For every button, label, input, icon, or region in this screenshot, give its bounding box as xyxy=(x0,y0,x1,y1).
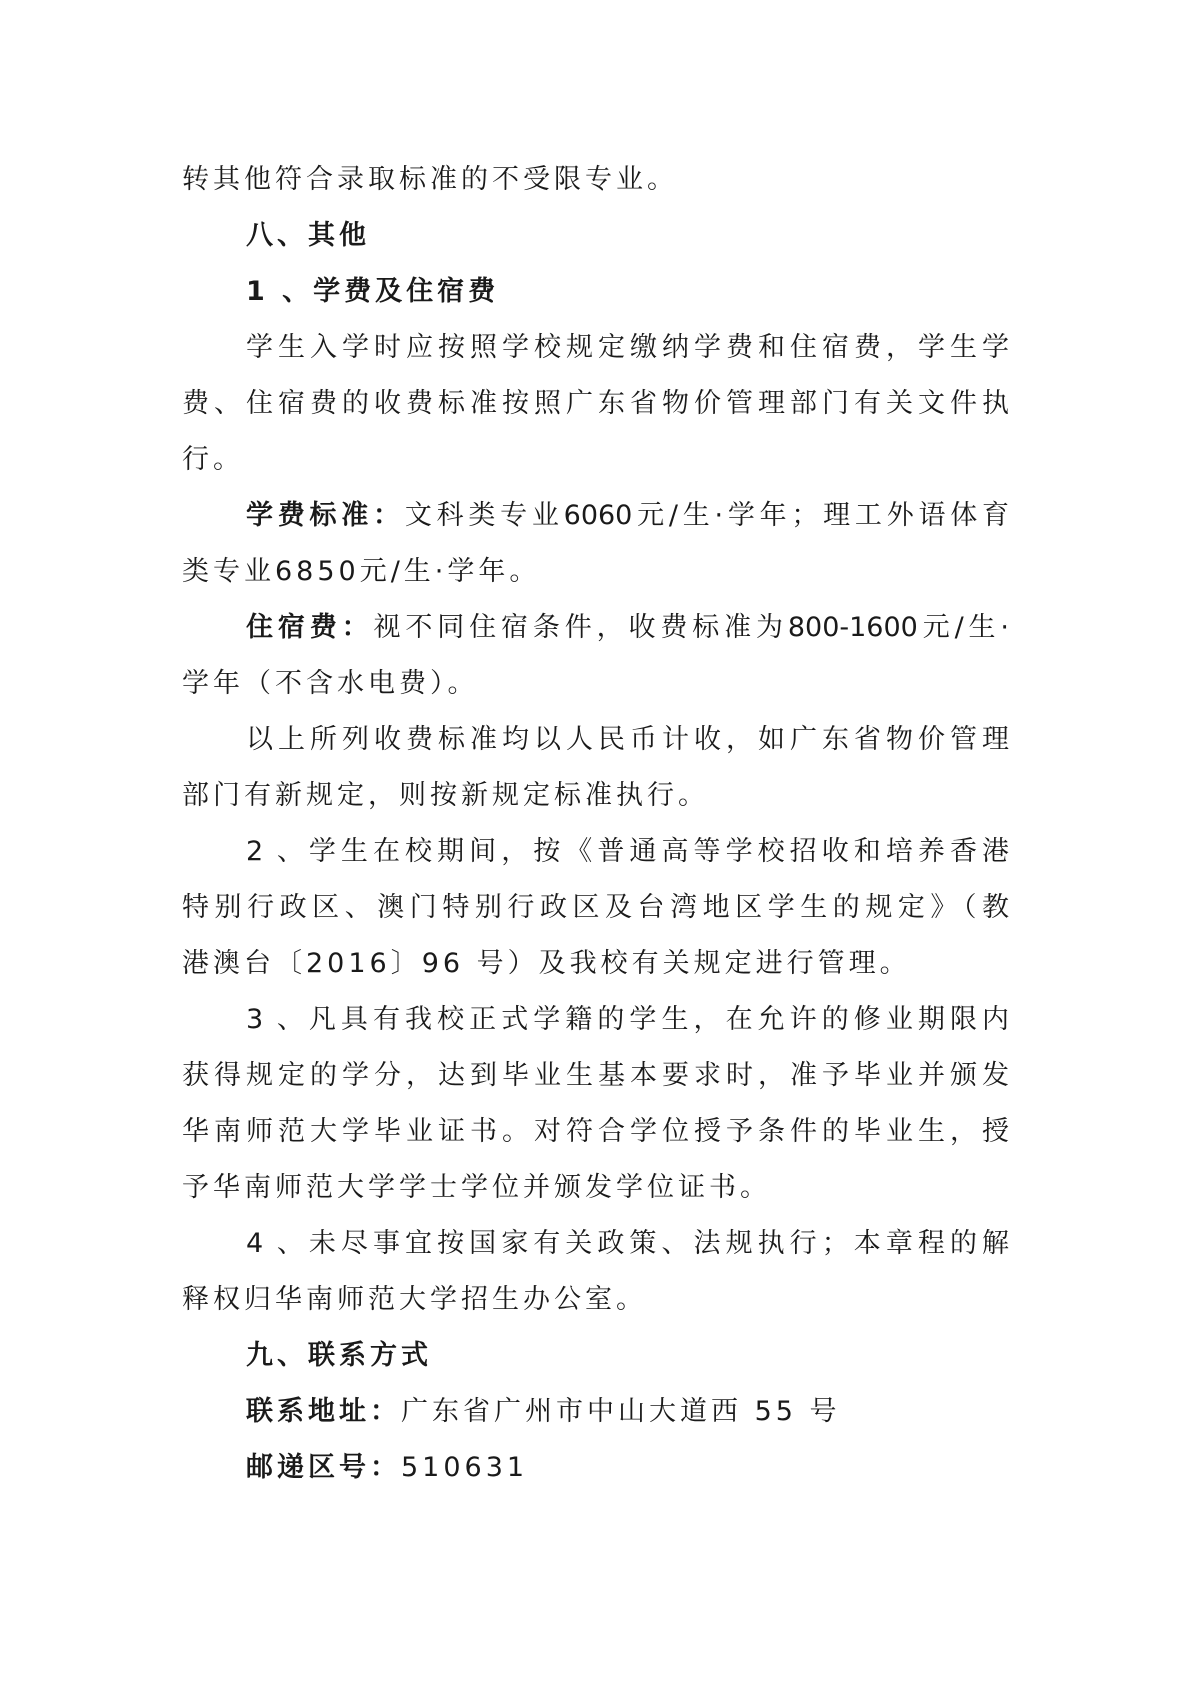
text-line xyxy=(182,1160,1009,1216)
text-line xyxy=(182,656,1009,712)
text-segment: 特别行政区、澳门特别行政区及台湾地区学生的规定》（教 xyxy=(182,892,1009,923)
text-line xyxy=(182,264,1009,320)
text-line xyxy=(182,1216,1009,1272)
text-segment: 类专业6850元/生·学年。 xyxy=(182,556,541,587)
text-segment: 2 、学生在校期间，按《普通高等学校招收和培养香港 xyxy=(246,836,1009,867)
bold-label: 联系地址： xyxy=(246,1396,401,1427)
bold-label: 九、联系方式 xyxy=(246,1340,432,1371)
text-line xyxy=(182,1328,1009,1384)
bold-label: 邮递区号： xyxy=(246,1452,401,1483)
bold-label: 八、其他 xyxy=(246,220,370,251)
text-segment: 学年（不含水电费）。 xyxy=(182,668,479,699)
text-segment: 释权归华南师范大学招生办公室。 xyxy=(182,1284,647,1315)
bold-label: 1 、学费及住宿费 xyxy=(246,276,500,307)
text-line xyxy=(182,712,1009,768)
text-segment: 行。 xyxy=(182,444,244,475)
text-line xyxy=(182,320,1009,376)
text-line xyxy=(182,824,1009,880)
text-segment: 文科类专业6060元/生·学年；理工外语体育 xyxy=(404,500,1009,531)
text-line xyxy=(182,208,1009,264)
text-segment: 获得规定的学分，达到毕业生基本要求时，准予毕业并颁发 xyxy=(182,1060,1009,1091)
text-segment: 华南师范大学毕业证书。对符合学位授予条件的毕业生，授 xyxy=(182,1116,1009,1147)
text-segment: 予华南师范大学学士学位并颁发学位证书。 xyxy=(182,1172,771,1203)
text-line xyxy=(182,488,1009,544)
text-line xyxy=(182,992,1009,1048)
bold-label: 住宿费： xyxy=(246,612,374,643)
text-line xyxy=(182,152,1009,208)
text-line xyxy=(182,376,1009,432)
text-segment: 以上所列收费标准均以人民币计收，如广东省物价管理 xyxy=(246,724,1009,755)
text-segment: 4 、未尽事宜按国家有关政策、法规执行；本章程的解 xyxy=(246,1228,1009,1259)
text-segment: 视不同住宿条件，收费标准为800-1600元/生· xyxy=(373,612,1010,643)
text-line xyxy=(182,432,1009,488)
text-line xyxy=(182,936,1009,992)
text-line xyxy=(182,1272,1009,1328)
text-segment: 港澳台〔2016〕96 号）及我校有关规定进行管理。 xyxy=(182,948,911,979)
text-line xyxy=(182,1104,1009,1160)
text-line xyxy=(182,544,1009,600)
text-line xyxy=(182,768,1009,824)
text-line xyxy=(182,1440,1009,1496)
text-line xyxy=(182,600,1009,656)
text-segment: 费、住宿费的收费标准按照广东省物价管理部门有关文件执 xyxy=(182,388,1009,419)
text-segment: 转其他符合录取标准的不受限专业。 xyxy=(182,164,678,195)
text-segment: 510631 xyxy=(401,1452,529,1483)
text-segment: 学生入学时应按照学校规定缴纳学费和住宿费，学生学 xyxy=(246,332,1009,363)
text-line xyxy=(182,1384,1009,1440)
bold-label: 学费标准： xyxy=(246,500,405,531)
text-segment: 广东省广州市中山大道西 55 号 xyxy=(401,1396,841,1427)
document-page xyxy=(182,152,1009,1496)
text-line xyxy=(182,1048,1009,1104)
text-segment: 3 、凡具有我校正式学籍的学生，在允许的修业期限内 xyxy=(246,1004,1009,1035)
text-segment: 部门有新规定，则按新规定标准执行。 xyxy=(182,780,709,811)
text-line xyxy=(182,880,1009,936)
